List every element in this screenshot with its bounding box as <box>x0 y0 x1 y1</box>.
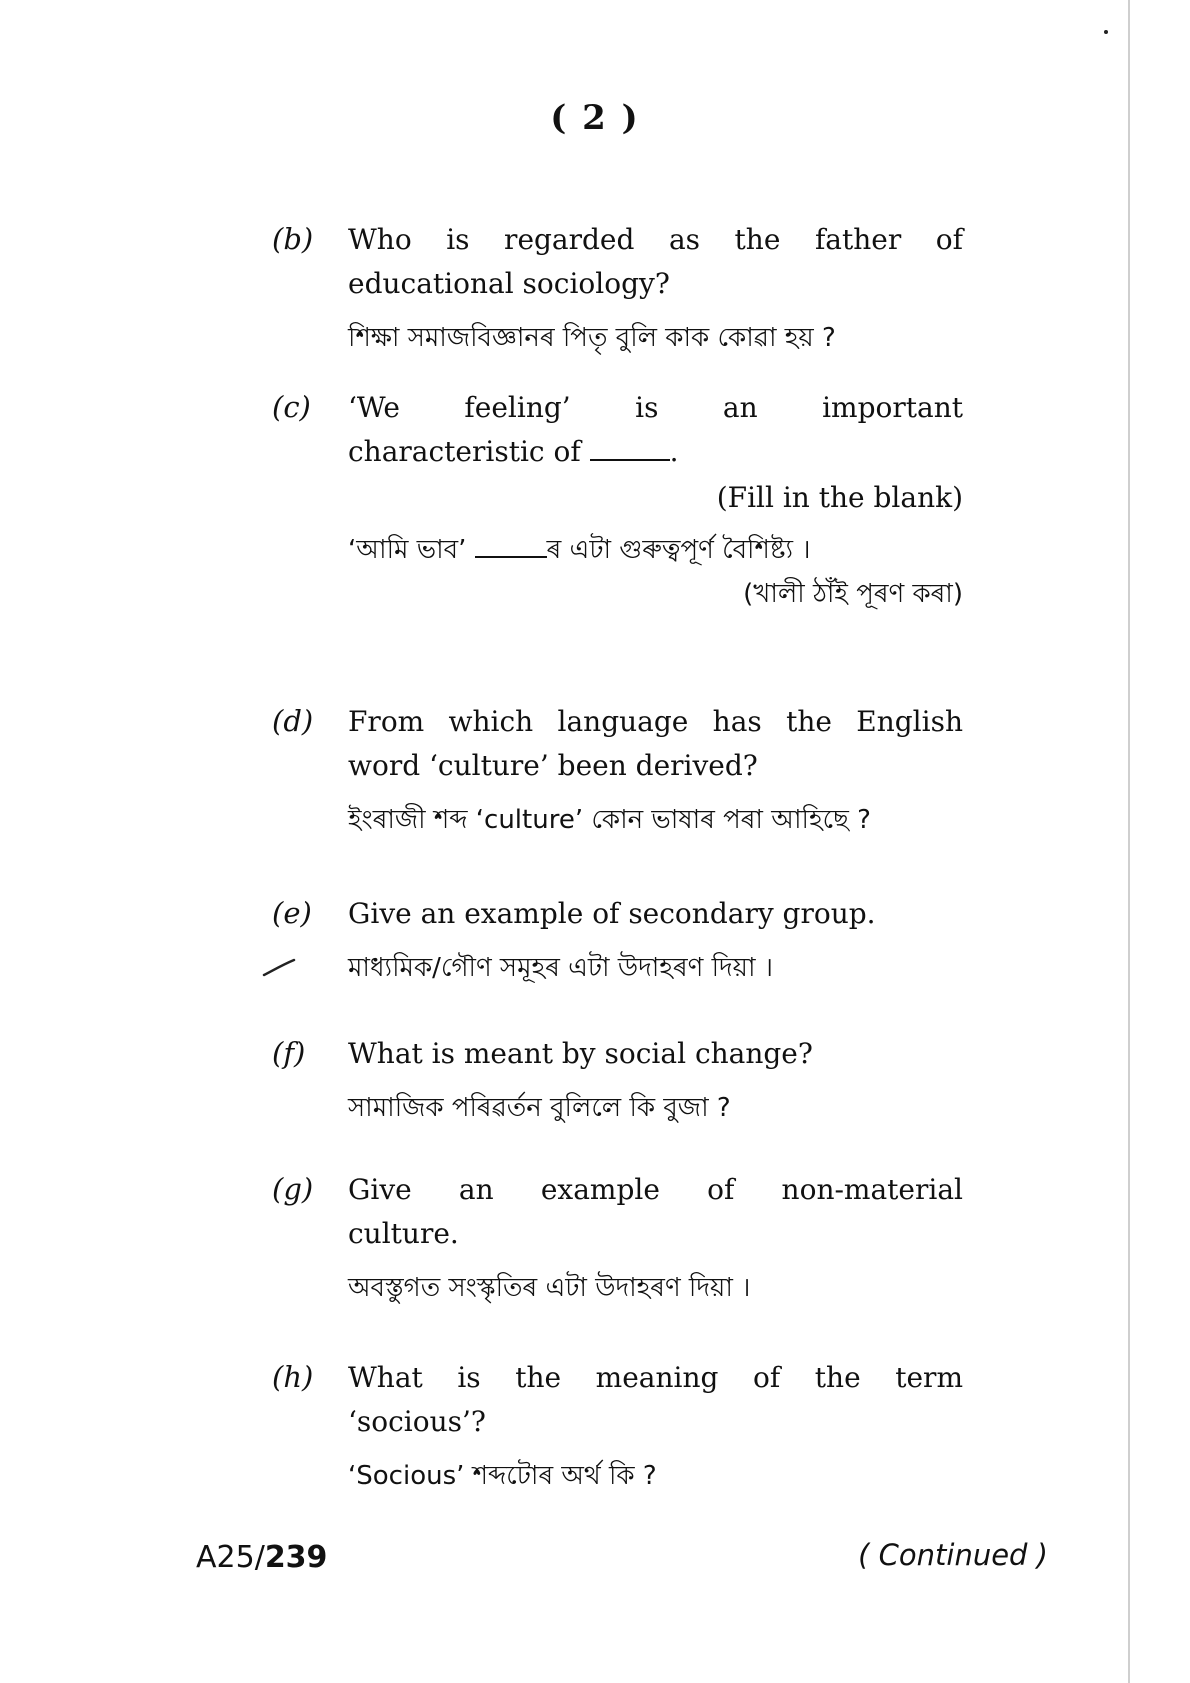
question-text-en-cont: educational sociology? <box>348 267 670 300</box>
question-text-as: সামাজিক পৰিৱৰ্তন বুলিলে কি বুজা ? <box>348 1093 731 1123</box>
question-text-en: Give an example of non-material <box>348 1173 963 1206</box>
page-edge-line <box>1128 0 1130 1683</box>
question-text-en: ‘We feeling’ is an important <box>348 391 963 424</box>
question-text-en: Who is regarded as the father of <box>348 223 963 256</box>
question-label: (b) <box>272 222 314 256</box>
paper-code <box>196 1540 327 1575</box>
question-body <box>348 892 963 986</box>
question-text-as: শিক্ষা সমাজবিজ্ঞানৰ পিতৃ বুলি কাক কোৱা হয় ? <box>348 323 836 353</box>
question-text-en-pre: characteristic of <box>348 435 581 468</box>
question-text-as: ইংৰাজী শব্দ ‘culture’ কোন ভাষাৰ পৰা আহিছে ? <box>348 805 871 835</box>
question-label: (c) <box>272 390 311 424</box>
question-text-en: From which language has the English <box>348 705 963 738</box>
scan-dot <box>1104 30 1108 34</box>
paper-code-prefix: A25/ <box>196 1540 265 1575</box>
continued-note: ( Continued ) <box>858 1538 1048 1572</box>
question-text-as: অবস্তুগত সংস্কৃতিৰ এটা উদাহৰণ দিয়া । <box>348 1273 751 1303</box>
instruction-note: (Fill in the blank) <box>716 481 963 514</box>
paper-code-number: 239 <box>264 1540 328 1575</box>
question-text-as: মাধ্যমিক/গৌণ সমূহৰ এটা উদাহৰণ দিয়া । <box>348 953 774 983</box>
question-text-en: What is the meaning of the term <box>348 1361 963 1394</box>
question-label: (e) <box>272 896 312 930</box>
question-text-as-pre: ‘আমি ভাব’ <box>348 535 467 565</box>
question-body <box>348 1168 963 1306</box>
pen-tick-mark <box>262 958 296 978</box>
question-text-en-cont <box>348 430 963 474</box>
question-text-as <box>348 532 963 568</box>
instruction-note-as: (খালী ঠাঁই পূৰণ কৰা) <box>743 579 963 609</box>
page-number: ( 2 ) <box>550 98 640 138</box>
question-label: (d) <box>272 704 314 738</box>
question-text-en: What is meant by social change? <box>348 1037 813 1070</box>
question-text-en-cont: ‘socious’? <box>348 1405 486 1438</box>
question-text-en: Give an example of secondary group. <box>348 897 876 930</box>
question-body <box>348 218 963 356</box>
fill-blank <box>590 437 670 461</box>
question-text-as-post: ৰ এটা গুৰুত্বপূৰ্ণ বৈশিষ্ট্য । <box>546 535 811 565</box>
question-label: (f) <box>272 1036 306 1070</box>
fill-blank <box>475 534 547 558</box>
question-label: (h) <box>272 1360 314 1394</box>
question-body <box>348 386 963 612</box>
question-text-as: ‘Socious’ শব্দটোৰ অৰ্থ কি ? <box>348 1461 657 1491</box>
question-text-en-post: . <box>669 435 679 468</box>
question-label: (g) <box>272 1172 314 1206</box>
question-text-en-cont: culture. <box>348 1217 459 1250</box>
question-body <box>348 1356 963 1494</box>
question-body <box>348 1032 963 1126</box>
question-body <box>348 700 963 838</box>
question-text-en-cont: word ‘culture’ been derived? <box>348 749 758 782</box>
